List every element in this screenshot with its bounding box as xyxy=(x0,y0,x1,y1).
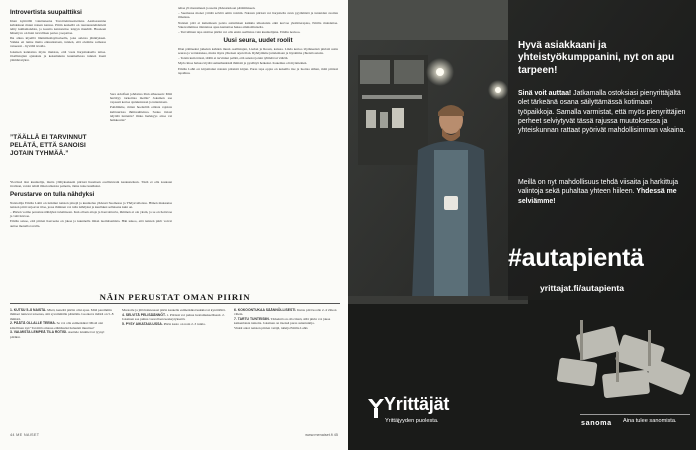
section-heading-2: Perustarve on tulla nähdyksi xyxy=(10,191,95,199)
paragraph: Pohdimme, miten hoeiteltiä omista rajoista kulttuurissa ihmissuhteissa. Saako itsiasi näyttää tuntenta? Onko herkkyys aitoa vai heikkoutta? xyxy=(110,105,172,122)
paragraph: – Toisin kuin töissä, täällä ei tarvinnut pelätä, että sanoisi jotain tyhmää tai väärää. xyxy=(178,56,289,60)
tip-item: 4. SELVITÄ PELISÄÄNNÖT. 1. Piirissä voi puhua luottamuksellisesti. 2. Jokainen saa puhua vuorollaan keskeytyksettä. xyxy=(122,312,225,322)
advertisement-page xyxy=(348,0,696,450)
paragraph: Illan päätteeksi jatkelen kahden muun osallistujan, Liedan ja Rosan, kanssa. Linda kertoo löytäneensä piiristä uutta seuraa ja vertaistukea, mutta myös yhteisen arjen tilan. Ryhdyimme juttelemaan ja löysimme yhteisiä asioita. xyxy=(178,46,338,55)
ad-body-bold: Sinä voit auttaa! xyxy=(518,90,572,97)
paragraph: Emilia sanoo, että piirien haaveena on jakaa ja kuunnella ilman tuomitsemista. Hän uskoo, että naisten piirit voivat auttaa monella tavalla. xyxy=(10,219,172,228)
paragraph: Iha alkaa kiyeillä linnistikohaytisaloella, joka aaletaa jännityksen. Vaikka en tunne muita entuudestaan, tunnen, että olemme samassa veneessä – hyvällä tavalla. xyxy=(10,36,106,49)
ad-body-2 xyxy=(518,178,690,206)
article-column-1 xyxy=(10,6,106,63)
divider xyxy=(10,303,340,304)
yrittajat-logo-icon xyxy=(366,397,386,419)
section-heading-1: Introvertista suupalttiksi xyxy=(10,9,82,16)
paragraph: – Piirien voima perustuu nähdyksi tulemiseen. Kun ollaan aitoja ja haavoittuvia, ihminen ei ole yksin, ja se on hoitavaa ja vahvistavaa. xyxy=(10,210,172,219)
paragraph: Naistoilija Emilia Lahti on tutkinut naisten piirejä ja kuuntelua yhdessä Suomessa ja Yhdysvalloissa. Hänen mukaansa naisten piirit tarjoavat tilaa, jossa ihminen voi tulla nähdyksi ja kuulluksi sellaisena kuin on. xyxy=(10,200,172,209)
tip-item: Muotoile ja jätä halutessasi piirin keskelle esimerkiksi kukkia tai kynttilöitä. xyxy=(122,308,226,312)
paragraph: Emilia Lahti on kirjoittanut naisten piireistä kirjan. Paras tapa oppia on kokeilla itse ja luottaa siihen, mitä piirissä tapahtuu. xyxy=(178,66,338,75)
paragraph: Myös Rosa haluaa löytää samanhenkisiä ihmisiä ja pysähtyä hetkeksi. Kokemus oli myönteinen. xyxy=(178,61,308,66)
ad-body2-text: Meillä on nyt mahdollisuus tehdä viisaita ja harkittuja valintoja sekä puhaltaa yhteen hiileen. xyxy=(518,179,679,196)
article-column-1c xyxy=(10,180,172,229)
sidebar-headline: NÄIN PERUSTAT OMAN PIIRIN xyxy=(99,292,251,302)
ad-hashtag: #autapientä xyxy=(508,244,644,272)
tip-item: 6. KOKOONTUKAA SÄÄNNÖLLISESTI. Kutsu piiri koolle 2–4 viikon välein. xyxy=(234,308,337,317)
ad-url[interactable]: yrittajat.fi/autapienta xyxy=(540,283,625,293)
paragraph: Sara Adolfsen johdattaa illan aiheeseen: Mitä herättyy tarkoittaa meille? Jokainen saa vapaasti kertoa ajatuksistaan ja tunteistaan. xyxy=(110,92,172,105)
paragraph: tehaa yli mestaineen ja useita yhdessäoloon päättämiseen. xyxy=(178,6,256,10)
pull-quote: ”TÄÄLLÄ EI TARVINNUT PELÄTÄ, ETTÄ SANOISI JOTAIN TYHMÄÄ.” xyxy=(10,134,87,158)
paragraph: Ylevässä ilon kuuntelija, mutta yllätyksekseni piirissä huomaan osallistuvani keskusteluun. Tästä ei olla koskaan irrallaan, voisin tehdä ilman ulkoisia paineita, tänne tulee kuulluksi. xyxy=(10,180,172,189)
ad-body-text: Jatkamalla ostoksiasi pienyrittäjältä olet tärkeänä osana säilyttämässä kotimaan työpaikkoja. Samalla varmistat, että myös pienyrittäjien perheet selviytyvät tässä rajussa muutoksessa ja yhteiskunnan rattaat pyörivät mahdollisimman vakaina. xyxy=(518,90,686,135)
paragraph: Iman kyntöillä vaiuttaneena Tavoitteintasoitettuna Asstisaarenna kahdeksan muun naisen kanssa. Piirin keskellä on rauraustetehdettetä tehty kuihamandala, ja koreita kantorutiso lenpyn muuhilt. Huoneen hänettyvo on hoin turvalliseu perteo yoopattaa. xyxy=(10,18,106,35)
yrittajat-tagline: Yrittäjyyden puolesta. xyxy=(385,418,439,424)
article-column-2 xyxy=(178,6,338,76)
page-folio-right: www.menaiset.fi 45 xyxy=(305,433,338,437)
yrittajat-logo: Yrittäjät xyxy=(384,394,450,414)
paragraph: Naisten piiri ei kuitenkaan poista auttamisen kaikkia ulkonaisia eikä korvaa yksilöterapiaa, Emilia muistuttaa. Vakavammissa tilanteissa apua kannattaa hakea ammattilaiselta. xyxy=(178,20,338,29)
sanoma-logo: sanoma xyxy=(581,418,612,427)
ad-heading: Hyvä asiakkaani ja yhteistyökumppanini, nyt on apu tarpeen! xyxy=(518,40,675,76)
tip-item: Vinkit antoi naisten piirien vetäjä, tutkija Emilia Lahti. xyxy=(234,326,309,331)
sanoma-tagline: Aina tulee sanomista. xyxy=(623,418,677,424)
tip-item: 5. PYSY AIKATAULUSSA. Piirin kesto on noin 2–3 tuntia. xyxy=(122,321,206,326)
tips-column-3 xyxy=(234,308,338,331)
tips-column-1 xyxy=(10,308,114,340)
tip-item: 2. PÄÄTÄ OLLALLE TEEMA. Se voi olla esimerkiksi: Mistä olet kiitollinen nyt? Tai mitä omassa elämässäsi haluaisit muuttaa? xyxy=(10,321,104,330)
divider xyxy=(580,414,690,415)
paragraph: Jokaisen kannattaa myös muistaa, että vasta harjoituksella taitoa. Osallistujien ajatuksia ja kokemuksia kuunnellessa tunnen itseni ymmärretyksi. xyxy=(10,49,106,62)
paragraph: – Suomessa monet yrittää selvitä omin voimin. Naisten piirissä voi harjoitella avun pyytämistä ja tunteiden avointa ilmaisua. xyxy=(178,11,338,20)
tip-item: 7. TARTU TUNTEISIIN. Tärkeintä on olla läsnä, sillä piirin voi jakaa kaikenlaisia tunteita. Jokainen on itsensä paras asiantuntija. xyxy=(234,317,331,326)
page-folio-left: 44 ME NAISET xyxy=(10,433,40,437)
tips-column-2 xyxy=(122,308,226,327)
section-heading-3: Uusi seura, uudet roolit xyxy=(223,37,293,45)
paragraph: – Turvallinen tapa aloittaa piiriin voi olla ensin osallistua vain kuuntelijana. Emilia neuvoo. xyxy=(178,30,301,35)
tip-item: 1. KUTSU 5–8 NAISTA. Mieti, keneltä piiriin olisi apua. Mitä paremmin ihmiset tuntevat toisensa, sitä syvemmälle päästään. Luonteva määrä on 5–8 ihmistä. xyxy=(10,308,114,321)
article-column-1b xyxy=(110,6,172,123)
ad-body xyxy=(518,89,690,135)
tip-item: 3. VALMISTA LEMPEÄ TILA ROTISI. Asettele istuimet tai tyynyt piiriksi. xyxy=(10,330,105,339)
ad-body2-bold: Yhdessä me selviämme! xyxy=(518,188,677,205)
